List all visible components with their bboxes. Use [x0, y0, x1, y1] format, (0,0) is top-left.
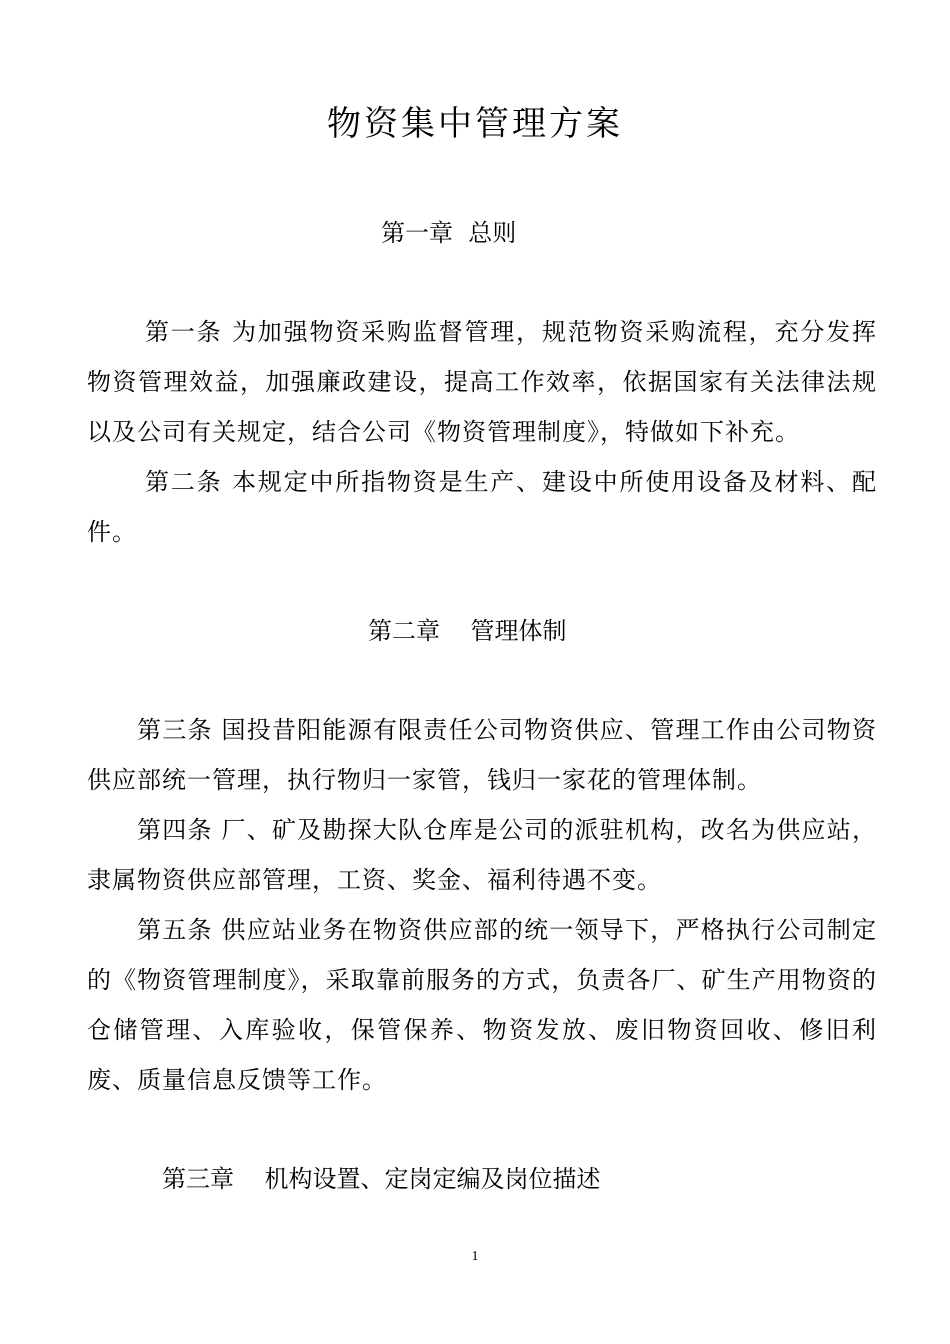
article-2: 第二条 本规定中所指物资是生产、建设中所使用设备及材料、配件。	[87, 468, 877, 546]
article-5: 第五条 供应站业务在物资供应部的统一领导下，严格执行公司制定的《物资管理制度》，采取靠前服务的方式，负责各厂、矿生产用物资的仓储管理、入库验收，保管保养、物资发放、废旧物资回收、修旧利废、质量信息反馈等工作。	[87, 916, 877, 1094]
chapter-2-heading: 第二章 管理体制	[368, 617, 567, 645]
chapter-1-heading: 第一章 总则	[381, 219, 517, 247]
page-number: 1	[471, 1249, 479, 1264]
chapter-3-heading: 第三章 机构设置、定岗定编及岗位描述	[162, 1165, 601, 1193]
document-title: 物资集中管理方案	[327, 104, 623, 144]
article-4: 第四条 厂、矿及勘探大队仓库是公司的派驻机构，改名为供应站，隶属物资供应部管理，工资、奖金、福利待遇不变。	[87, 816, 877, 894]
article-1: 第一条 为加强物资采购监督管理，规范物资采购流程，充分发挥物资管理效益，加强廉政建设，提高工作效率，依据国家有关法律法规以及公司有关规定，结合公司《物资管理制度》，特做如下补充。	[87, 318, 877, 446]
article-3: 第三条 国投昔阳能源有限责任公司物资供应、管理工作由公司物资供应部统一管理，执行物归一家管，钱归一家花的管理体制。	[87, 716, 877, 794]
